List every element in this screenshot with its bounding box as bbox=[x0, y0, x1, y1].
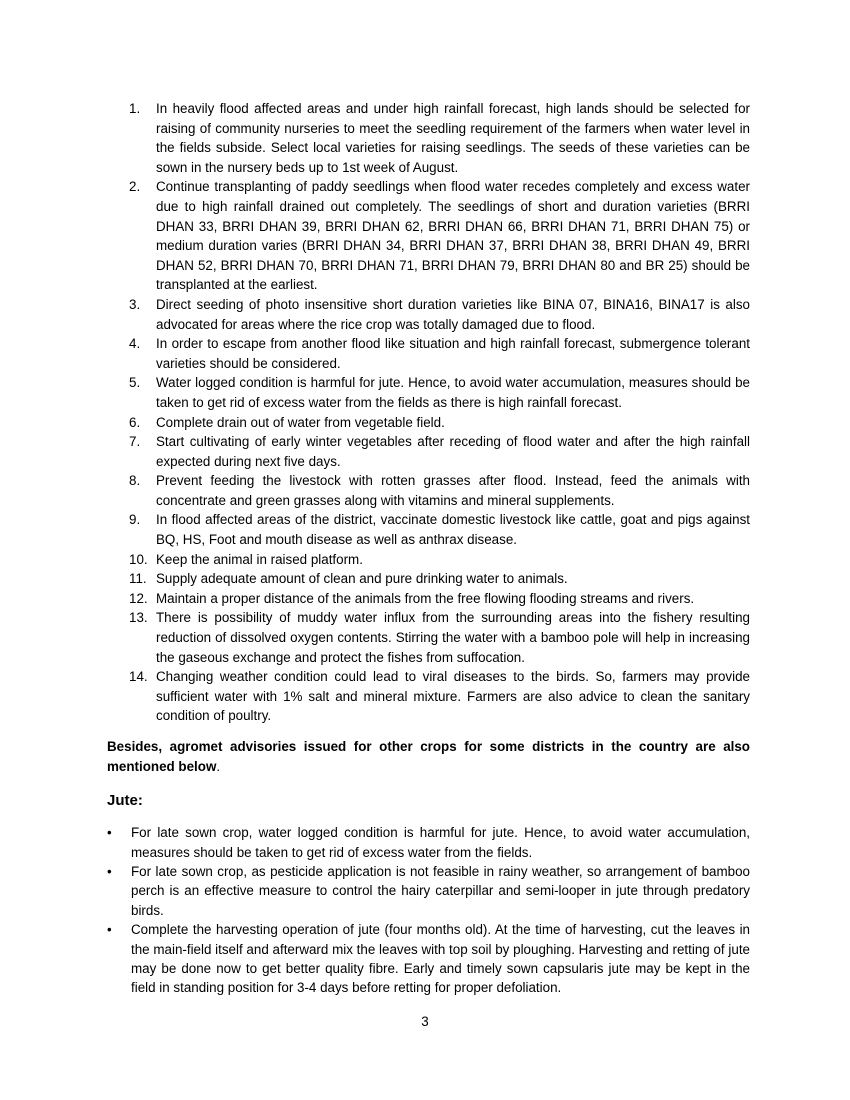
item-number: 12. bbox=[129, 590, 148, 606]
item-text: Complete drain out of water from vegetable field. bbox=[156, 414, 445, 430]
list-item bbox=[107, 589, 750, 609]
item-text: Maintain a proper distance of the animals from the free flowing flooding streams and rivers. bbox=[156, 590, 695, 606]
advisory-list bbox=[107, 99, 750, 726]
item-text: Direct seeding of photo insensitive short duration varieties like BINA 07, BINA16, BINA17 is also advocated for areas where the rice crop was totally damaged due to flood. bbox=[156, 296, 750, 332]
item-text: Changing weather condition could lead to viral diseases to the birds. So, farmers may provide sufficient water with 1% salt and mineral mixture. Farmers are also advice to clean the sanitary condition of poultry. bbox=[156, 669, 750, 724]
jute-advisory-list bbox=[107, 823, 750, 998]
item-number: 4. bbox=[129, 336, 141, 352]
item-number: 6. bbox=[129, 414, 141, 430]
list-item bbox=[107, 295, 750, 334]
item-text: There is possibility of muddy water influx from the surrounding areas into the fishery resulting reduction of dissolved oxygen contents. Stirring the water with a bamboo pole will help in increasing the gaseous exchange and protect the fishes from suffocation. bbox=[156, 610, 750, 665]
item-number: 7. bbox=[129, 434, 141, 450]
item-number: 11. bbox=[129, 571, 147, 587]
list-item bbox=[107, 99, 750, 177]
section-heading-jute: Jute: bbox=[107, 792, 143, 810]
item-text: In heavily flood affected areas and under high rainfall forecast, high lands should be selected for raising of community nurseries to meet the seedling requirement of the farmers when water level in the fields subside. Select local varieties for raising seedlings. The seeds of these varieties can be sown in the nursery beds up to 1st week of August. bbox=[156, 101, 750, 175]
item-number: 3. bbox=[129, 296, 141, 312]
list-item bbox=[107, 334, 750, 373]
item-text: In flood affected areas of the district, vaccinate domestic livestock like cattle, goat and pigs against BQ, HS, Foot and mouth disease as well as anthrax disease. bbox=[156, 512, 750, 548]
list-item bbox=[107, 550, 750, 570]
item-text: In order to escape from another flood like situation and high rainfall forecast, submergence tolerant varieties should be considered. bbox=[156, 336, 750, 371]
list-item bbox=[107, 569, 750, 589]
item-number: 13. bbox=[129, 610, 148, 626]
note-text: Besides, agromet advisories issued for other crops for some districts in the country are also mentioned below bbox=[107, 739, 750, 774]
list-item bbox=[107, 920, 750, 998]
item-text: Water logged condition is harmful for jute. Hence, to avoid water accumulation, measures should be taken to get rid of excess water from the fields as there is high rainfall forecast. bbox=[156, 375, 750, 410]
list-item bbox=[107, 432, 750, 471]
item-text: For late sown crop, water logged condition is harmful for jute. Hence, to avoid water accumulation, measures should be taken to get rid of excess water from the fields. bbox=[131, 825, 750, 860]
list-item bbox=[107, 471, 750, 510]
item-number: 1. bbox=[129, 101, 141, 116]
item-text: Complete the harvesting operation of jute (four months old). At the time of harvesting, cut the leaves in the main-field itself and afterward mix the leaves with top soil by ploughing. Harvesting and retting of jute may be done now to get better quality fibre. Early and timely sown capsularis jute may be kept in the field in standing position for 3-4 days before retting for proper defoliation. bbox=[131, 922, 750, 996]
list-item bbox=[107, 667, 750, 726]
bullet-icon: • bbox=[107, 922, 112, 938]
item-text: Continue transplanting of paddy seedlings when flood water recedes completely and excess water due to high rainfall drained out completely. The seedlings of short and duration varieties (BRRI DHAN 33, BRRI DHAN 39, BRRI DHAN 62, BRRI DHAN 66, BRRI DHAN 71, BRRI DHAN 75) or medium duration varies (BRRI DHAN 34, BRRI DHAN 37, BRRI DHAN 38, BRRI DHAN 49, BRRI DHAN 52, BRRI DHAN 70, BRRI DHAN 71, BRRI DHAN 79, BRRI DHAN 80 and BR 25) should be transplanted at the earliest. bbox=[156, 179, 750, 293]
page-number: 3 bbox=[421, 1014, 429, 1029]
item-number: 9. bbox=[129, 512, 141, 528]
other-crops-note bbox=[107, 737, 750, 776]
item-number: 2. bbox=[129, 179, 141, 195]
item-text: Start cultivating of early winter vegetables after receding of flood water and after the high rainfall expected during next five days. bbox=[156, 434, 750, 469]
list-item bbox=[107, 373, 750, 412]
list-item bbox=[107, 510, 750, 549]
item-number: 8. bbox=[129, 473, 141, 489]
list-item bbox=[107, 862, 750, 920]
page-content bbox=[107, 99, 750, 998]
item-text: Keep the animal in raised platform. bbox=[156, 551, 363, 567]
item-number: 5. bbox=[129, 375, 141, 391]
note-period: . bbox=[216, 758, 221, 774]
item-text: Prevent feeding the livestock with rotten grasses after flood. Instead, feed the animals with concentrate and green grasses along with vitamins and mineral supplements. bbox=[156, 473, 750, 508]
list-item bbox=[107, 413, 750, 433]
list-item bbox=[107, 177, 750, 295]
item-number: 14. bbox=[129, 669, 148, 685]
bullet-icon: • bbox=[107, 825, 112, 841]
list-item bbox=[107, 823, 750, 862]
bullet-icon: • bbox=[107, 864, 112, 879]
item-text: Supply adequate amount of clean and pure drinking water to animals. bbox=[156, 571, 568, 587]
item-number: 10. bbox=[129, 551, 148, 567]
list-item bbox=[107, 608, 750, 667]
item-text: For late sown crop, as pesticide application is not feasible in rainy weather, so arrangement of bamboo perch is an effective measure to control the hairy caterpillar and semi-looper in jute through predatory birds. bbox=[131, 864, 750, 918]
